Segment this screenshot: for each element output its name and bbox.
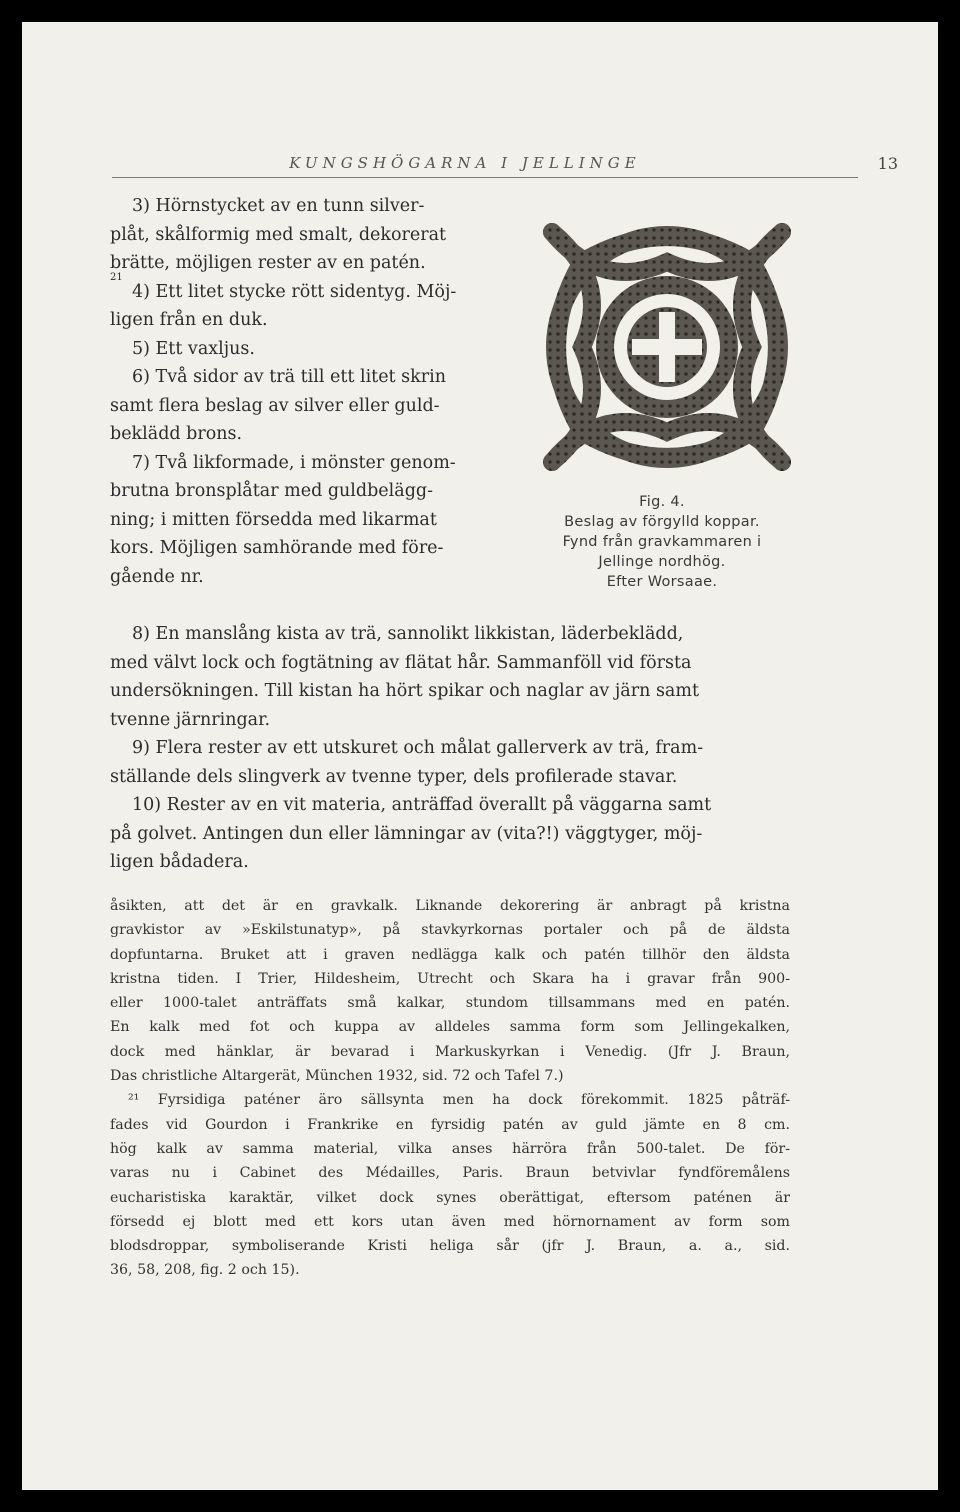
text-line: 3) Hörnstycket av en tunn silver- — [132, 196, 425, 216]
text-line: med välvt lock och fogtätning av flätat hår. Sammanföll vid första — [110, 652, 692, 673]
text-line: samt flera beslag av silver eller guld- — [110, 395, 440, 416]
footnote-line: dock med hänklar, är bevarad i Markuskyrkan i Venedig. (Jfr J. Braun, — [110, 1043, 790, 1060]
footnote-line: blodsdroppar, symboliserande Kristi heliga sår (jfr J. Braun, a. a., sid. — [110, 1238, 790, 1255]
page-header — [112, 152, 898, 178]
footnote-line: åsikten, att det är en gravkalk. Liknande dekorering är anbragt på kristna — [110, 898, 790, 914]
text-line: plåt, skålformig med smalt, dekorerat — [110, 224, 447, 245]
footnote-line: försedd ej blott med ett kors utan även med hörnornament av form som — [110, 1213, 790, 1230]
page-number: 13 — [877, 154, 898, 173]
footnote-line: 36, 58, 208, fig. 2 och 15). — [110, 1262, 300, 1279]
text-line: 5) Ett vaxljus. — [132, 338, 255, 359]
footnote-line: En kalk med fot och kuppa av alldeles samma form som Jellingekalken, — [110, 1019, 790, 1036]
item-list-full — [110, 620, 792, 877]
footnote-line: Das christliche Altargerät, München 1932, sid. 72 och Tafel 7.) — [110, 1068, 564, 1085]
footnote-line: eller 1000-talet anträffats små kalkar, stundom tillsammans med en patén. — [110, 995, 790, 1012]
text-line: 4) Ett litet stycke rött sidentyg. Möj- — [132, 281, 457, 302]
text-line: brutna bronsplåtar med guldbelägg- — [110, 481, 434, 501]
text-line: ligen bådadera. — [110, 852, 249, 872]
text-line: 10) Rester av en vit materia, anträffad överallt på väggarna samt — [132, 795, 712, 815]
text-line: ning; i mitten försedda med likarmat — [110, 509, 437, 530]
running-title: KUNGSHÖGARNA I JELLINGE — [289, 154, 641, 172]
text-line: ligen från en duk. — [110, 310, 268, 330]
footnote-line: dopfuntarna. Bruket att i graven nedlägga kalk och patén tillhör den äldsta — [110, 946, 790, 963]
text-line: gående nr. — [110, 566, 204, 587]
item-list-column — [110, 192, 500, 591]
footnotes — [110, 894, 790, 1283]
text-line: 9) Flera rester av ett utskuret och målat gallerverk av trä, fram- — [132, 738, 704, 758]
text-line: 7) Två likformade, i mönster genom- — [132, 452, 456, 473]
caption-line: Efter Worsaae. — [606, 574, 718, 590]
footnote-line: fades vid Gourdon i Frankrike en fyrsidig patén av guld jämte en 8 cm. — [110, 1116, 790, 1133]
footnote-line: gravkistor av »Eskilstunatyp», på stavkyrkornas portaler och på de äldsta — [110, 922, 790, 939]
header-rule — [112, 177, 858, 178]
text-line: ställande dels slingverk av tvenne typer, dels profilerade stavar. — [110, 766, 678, 787]
footnote-line: hög kalk av samma material, vilka anses härröra från 500-talet. De för- — [110, 1140, 790, 1157]
text-line: tvenne järnringar. — [110, 709, 271, 730]
text-line: kors. Möjligen samhörande med före- — [110, 538, 444, 558]
footnote-line: ²¹ Fyrsidiga paténer äro sällsynta men ha dock förekommit. 1825 påträf- — [128, 1092, 790, 1109]
caption-line: Jellinge nordhög. — [598, 554, 726, 570]
text-line: 6) Två sidor av trä till ett litet skrin — [132, 367, 446, 387]
footnote-line: kristna tiden. I Trier, Hildesheim, Utrecht och Skara ha i gravar från 900- — [110, 970, 790, 987]
openwork-mount-figure — [522, 202, 812, 492]
figure-caption — [517, 492, 807, 592]
footnote-line: varas nu i Cabinet des Médailles, Paris. Braun betvivlar fyndföremålens — [110, 1165, 790, 1182]
caption-line: Fynd från gravkammaren i — [562, 534, 762, 550]
book-page — [22, 22, 938, 1490]
text-line: beklädd brons. — [110, 424, 243, 444]
caption-line: Beslag av förgylld koppar. — [564, 514, 760, 530]
text-line: undersökningen. Till kistan ha hört spikar och naglar av järn samt — [110, 681, 699, 701]
text-line: 8) En manslång kista av trä, sannolikt likkistan, läderbeklädd, — [132, 624, 684, 644]
text-line: på golvet. Antingen dun eller lämningar av (vita?!) väggtyger, möj- — [110, 823, 703, 844]
text-line: brätte, möjligen rester av en patén. 21 — [110, 253, 426, 283]
caption-line: Fig. 4. — [639, 494, 685, 510]
footnote-line: eucharistiska karaktär, vilket dock synes oberättigat, eftersom paténen är — [110, 1189, 790, 1206]
